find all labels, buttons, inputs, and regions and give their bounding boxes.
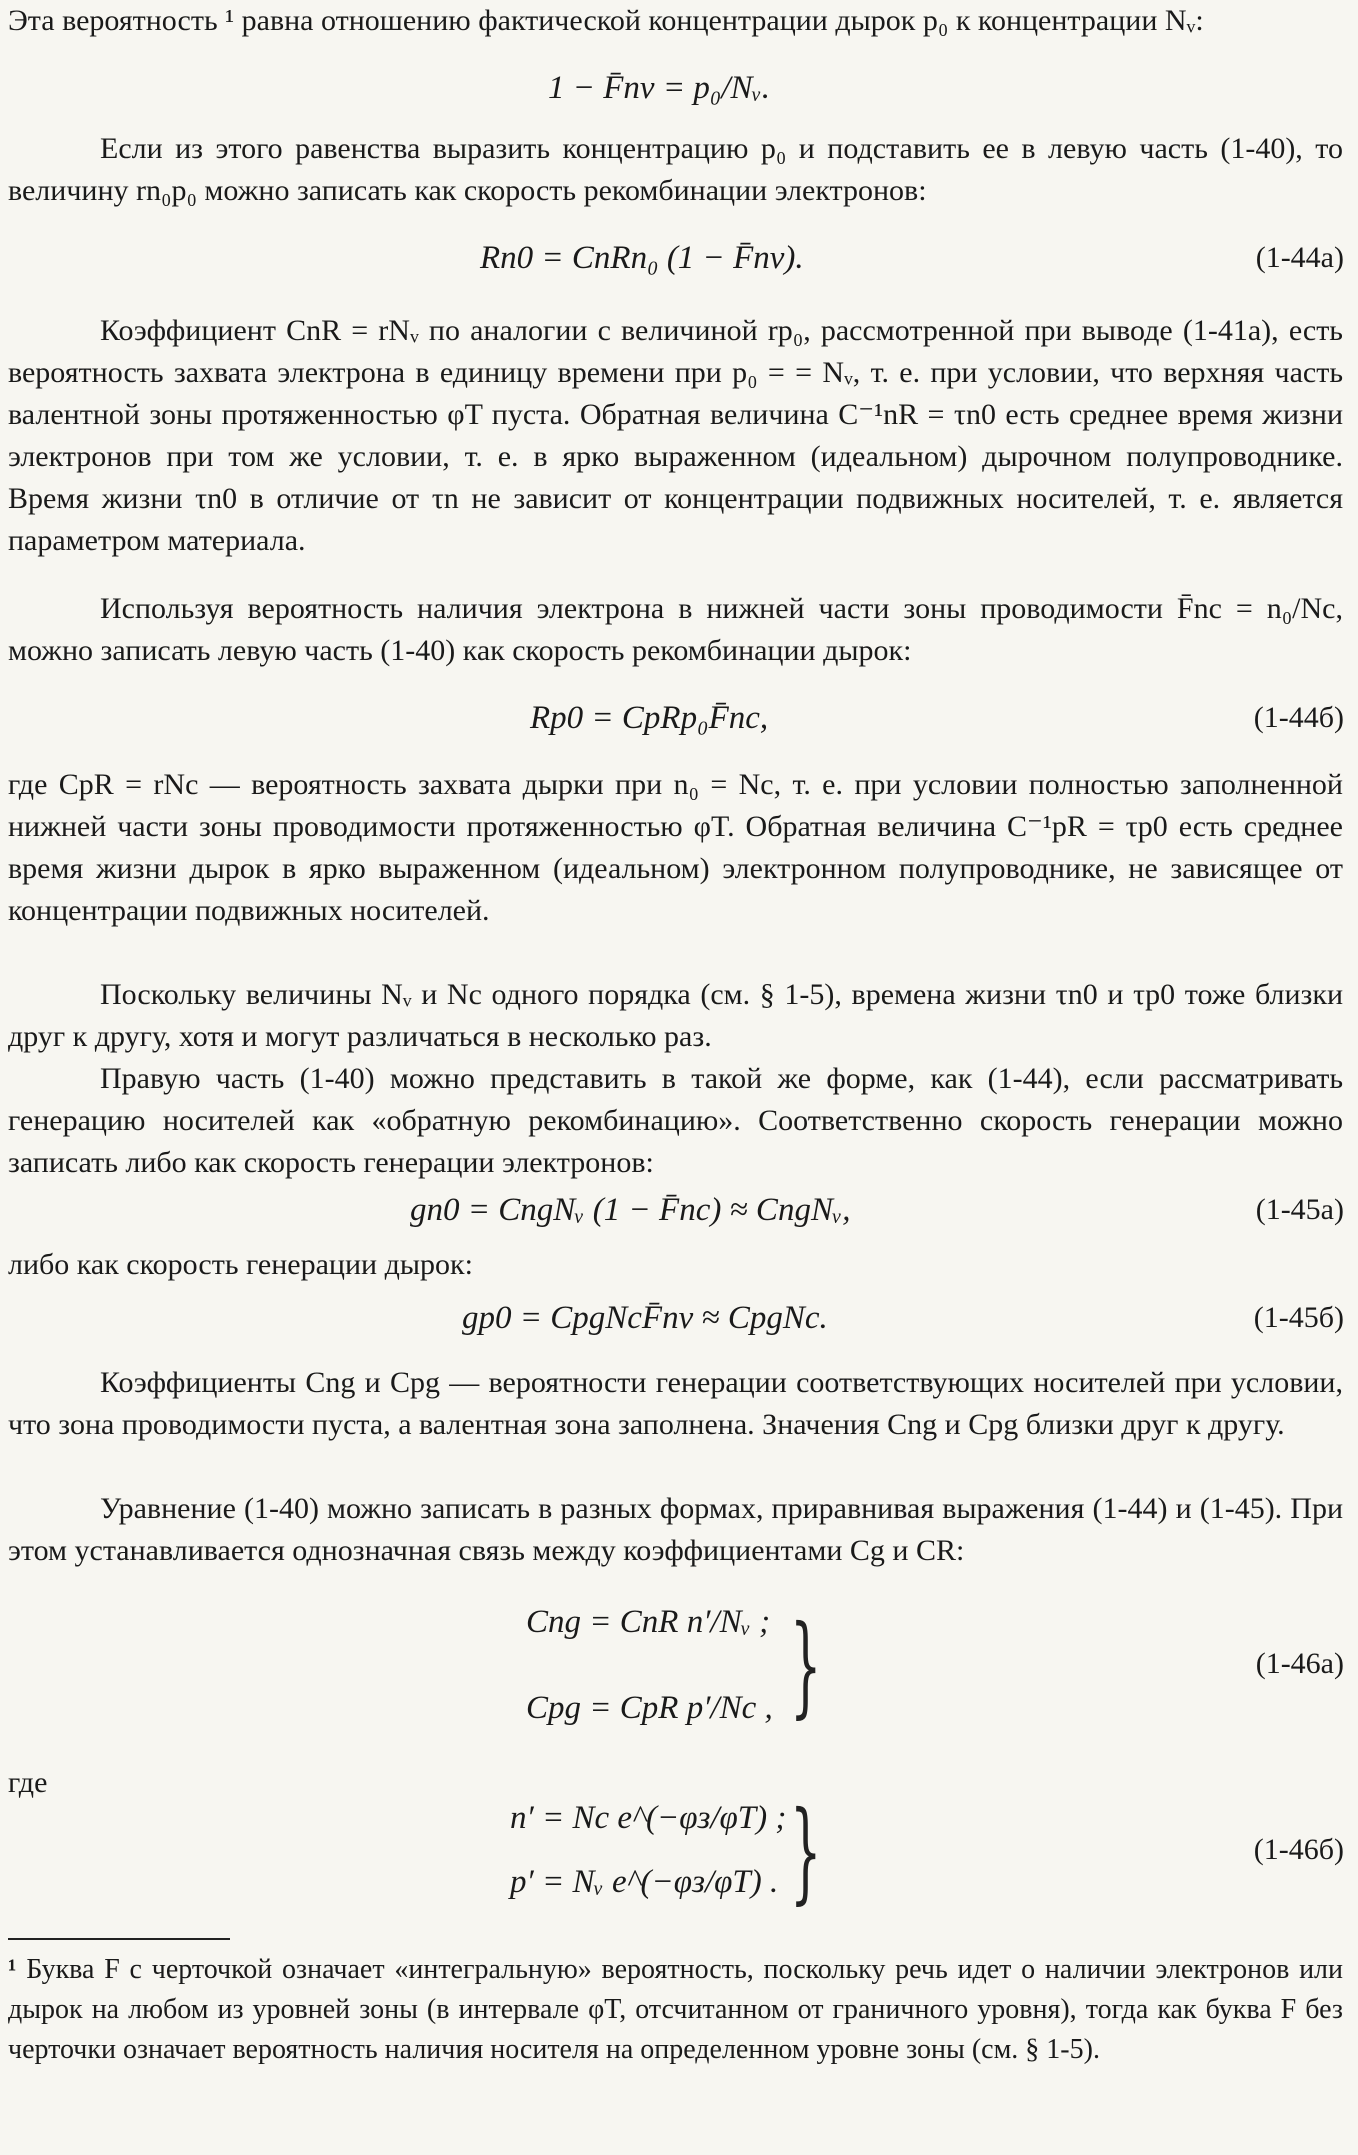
equation-text: Rp0 = CpRp₀F̄nc, (530, 700, 769, 736)
equation-text: gn0 = CngNᵥ (1 − F̄nc) ≈ CngNᵥ, (410, 1192, 851, 1228)
paragraph-4: Используя вероятность наличия электрона в нижней части зоны проводимости F̄nc = n₀/Nc, можно записать левую часть (1-40) как скорость рекомбинации дырок: (8, 592, 1343, 667)
paragraph-11: где (8, 1766, 48, 1799)
equation-line: Cpg = CpR p′/Nc , (526, 1690, 773, 1726)
footnote-mark: ¹ (8, 1954, 17, 1985)
equation-number: (1-46а) (1255, 1647, 1344, 1680)
equation-number: (1-45б) (1253, 1301, 1344, 1334)
equation-number: (1-44б) (1253, 701, 1344, 734)
equation-1-46b (0, 1787, 1358, 1926)
equation-line: n′ = Nc e^(−φз/φT) ; (510, 1800, 787, 1836)
equation-text: gp0 = CpgNcF̄nv ≈ CpgNc. (462, 1300, 828, 1336)
equation-line: p′ = Nᵥ e^(−φз/φT) . (510, 1864, 779, 1900)
paragraph-3: Коэффициент CnR = rNᵥ по аналогии с величиной rp₀, рассмотренной при выводе (1-41а), есть вероятность захвата электрона в единицу времени при p₀ = = Nᵥ, т. е. при условии, что верхняя часть валентной зоны протяженностью φT пуста. Обратная величина C⁻¹nR = τn0 есть среднее время жизни электронов при том же условии, т. е. в ярко выраженном (идеальном) дырочном полупроводнике. Время жизни τn0 в отличие от τn не зависит от концентрации подвижных носителей, т. е. является параметром материала. (8, 314, 1343, 557)
footnote (8, 1950, 1343, 2070)
equation-text: 1 − F̄nv = p₀/Nᵥ. (548, 70, 770, 106)
paragraph-7: Правую часть (1-40) можно представить в такой же форме, как (1-44), если рассматривать генерацию носителей как «обратную рекомбинацию». Соответственно скорость генерации можно записать либо как скорость генерации электронов: (8, 1062, 1343, 1179)
equation-number: (1-45а) (1255, 1193, 1344, 1226)
right-brace: } (790, 1601, 822, 1729)
paragraph-2: Если из этого равенства выразить концентрацию p₀ и подставить ее в левую часть (1-40), то величину rn₀p₀ можно записать как скорость рекомбинации электронов: (8, 132, 1343, 207)
paragraph-6: Поскольку величины Nᵥ и Nc одного порядка (см. § 1-5), времена жизни τn0 и τp0 тоже близки друг к другу, хотя и могут различаться в несколько раз. (8, 978, 1343, 1053)
equation-number: (1-44а) (1255, 241, 1344, 274)
paragraph-9: Коэффициенты Cng и Cpg — вероятности генерации соответствующих носителей при условии, что зона проводимости пуста, а валентная зона заполнена. Значения Cng и Cpg близки друг к другу. (8, 1366, 1343, 1441)
footnote-separator (8, 1938, 230, 1940)
equation-number: (1-46б) (1253, 1833, 1344, 1866)
paragraph-5: где CpR = rNc — вероятность захвата дырки при n₀ = Nc, т. е. при условии полностью заполненной нижней части зоны проводимости протяженностью φT. Обратная величина C⁻¹pR = τp0 есть среднее время жизни дырок в ярко выраженном (идеальном) электронном полупроводнике, не зависящее от концентрации подвижных носителей. (8, 768, 1343, 927)
footnote-text: Буква F с черточкой означает «интегральную» вероятность, поскольку речь идет о наличии электронов или дырок на любом из уровней зоны (в интервале φT, отсчитанном от граничного уровня), тогда как буква F без черточки означает вероятность наличия носителя на определенном уровне зоны (см. § 1-5). (8, 1954, 1344, 2065)
paragraph-8: либо как скорость генерации дырок: (8, 1248, 473, 1281)
equation-1-46a (0, 1600, 1358, 1760)
equation-text: Rn0 = CnRn₀ (1 − F̄nv). (480, 240, 804, 276)
paragraph-1: Эта вероятность ¹ равна отношению фактической концентрации дырок p₀ к концентрации Nᵥ: (8, 4, 1204, 37)
right-brace: } (790, 1787, 822, 1915)
equation-line: Cng = CnR n′/Nᵥ ; (526, 1604, 771, 1640)
paragraph-10: Уравнение (1-40) можно записать в разных формах, приравнивая выражения (1-44) и (1-45). При этом устанавливается однозначная связь между коэффициентами Cg и CR: (8, 1492, 1343, 1567)
